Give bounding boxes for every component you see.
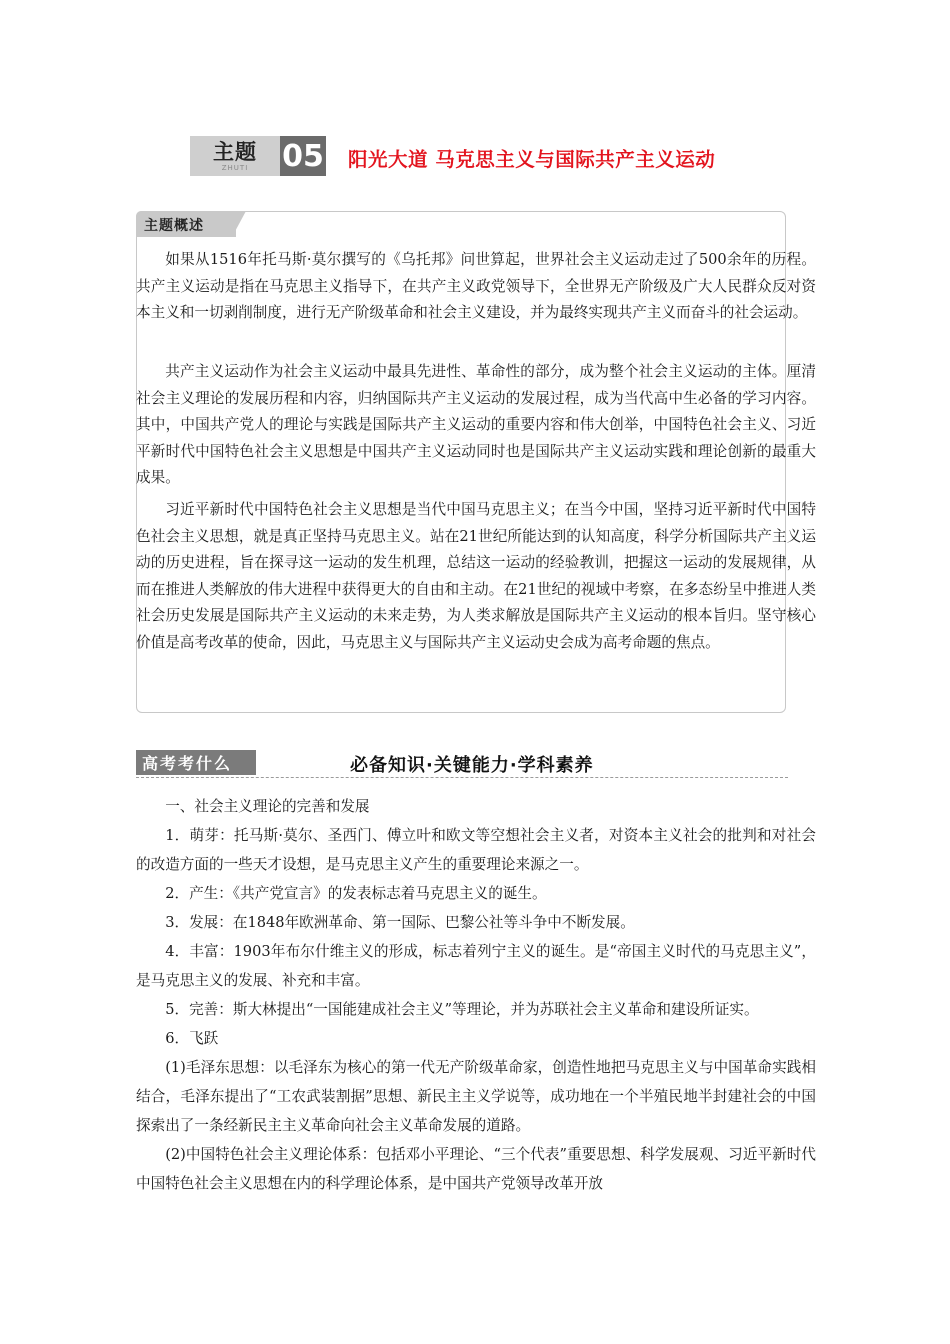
theme-number: 05 [280, 136, 326, 176]
section-divider [136, 777, 788, 778]
section-body [136, 792, 816, 1198]
section-title: 必备知识·关键能力·学科素养 [350, 755, 594, 776]
overview-paragraph: 习近平新时代中国特色社会主义思想是当代中国马克思主义；在当今中国，坚持习近平新时代中国特色社会主义思想，就是真正坚持马克思主义。站在21世纪所能达到的认知高度，科学分析国际共产主义运动的历史进程，旨在探寻这一运动的发生机理，总结这一运动的经验教训，把握这一运动的发展规律，从而在推进人类解放的伟大进程中获得更大的自由和主动。在21世纪的视域中考察，在多态纷呈中推进人类社会历史发展是国际共产主义运动的未来走势，为人类求解放是国际共产主义运动的根本旨归。坚守核心价值是高考改革的使命，因此，马克思主义与国际共产主义运动史会成为高考命题的焦点。 [136, 501, 816, 651]
overview-tab-label: 主题概述 [144, 218, 204, 234]
body-line: 4．丰富：1903年布尔什维主义的形成，标志着列宁主义的诞生。是“帝国主义时代的马克思主义”，是马克思主义的发展、补充和丰富。 [136, 943, 816, 989]
theme-label-pinyin: ZHUTI [221, 163, 249, 172]
section-tab: 高考考什么 [136, 750, 256, 775]
body-line: 一、社会主义理论的完善和发展 [165, 798, 370, 815]
body-line: 5．完善：斯大林提出“一国能建成社会主义”等理论，并为苏联社会主义革命和建设所证实。 [165, 1001, 759, 1018]
theme-header-badge [190, 136, 326, 176]
theme-label-block [190, 136, 280, 176]
overview-paragraph: 共产主义运动作为社会主义运动中最具先进性、革命性的部分，成为整个社会主义运动的主体。厘清社会主义理论的发展历程和内容，归纳国际共产主义运动的发展过程，成为当代高中生必备的学习内容。其中，中国共产党人的理论与实践是国际共产主义运动的重要内容和伟大创举，中国特色社会主义、习近平新时代中国特色社会主义思想是中国共产主义运动同时也是国际共产主义运动实践和理论创新的最重大成果。 [136, 363, 816, 486]
body-line: 3．发展：在1848年欧洲革命、第一国际、巴黎公社等斗争中不断发展。 [165, 914, 635, 931]
overview-paragraph: 如果从1516年托马斯·莫尔撰写的《乌托邦》问世算起，世界社会主义运动走过了500余年的历程。共产主义运动是指在马克思主义指导下，在共产主义政党领导下，全世界无产阶级及广大人民群众反对资本主义和一切剥削制度，进行无产阶级革命和社会主义建设，并为最终实现共产主义而奋斗的社会运动。 [136, 251, 816, 321]
body-line: 2．产生：《共产党宣言》的发表标志着马克思主义的诞生。 [165, 885, 547, 902]
body-line: (1)毛泽东思想：以毛泽东为核心的第一代无产阶级革命家，创造性地把马克思主义与中国革命实践相结合，毛泽东提出了“工农武装割据”思想、新民主主义学说等，成功地在一个半殖民地半封建社会的中国探索出了一条经新民主主义革命向社会主义革命发展的道路。 [136, 1059, 816, 1134]
body-line: 1．萌芽：托马斯·莫尔、圣西门、傅立叶和欧文等空想社会主义者，对资本主义社会的批判和对社会的改造方面的一些天才设想，是马克思主义产生的重要理论来源之一。 [136, 827, 816, 873]
theme-label: 主题 [213, 139, 257, 164]
page-title: 阳光大道 马克思主义与国际共产主义运动 [348, 148, 716, 171]
body-line: (2)中国特色社会主义理论体系：包括邓小平理论、“三个代表”重要思想、科学发展观、习近平新时代中国特色社会主义思想在内的科学理论体系，是中国共产党领导改革开放 [136, 1146, 816, 1192]
overview-tab [136, 211, 250, 237]
body-line: 6．飞跃 [165, 1030, 219, 1047]
